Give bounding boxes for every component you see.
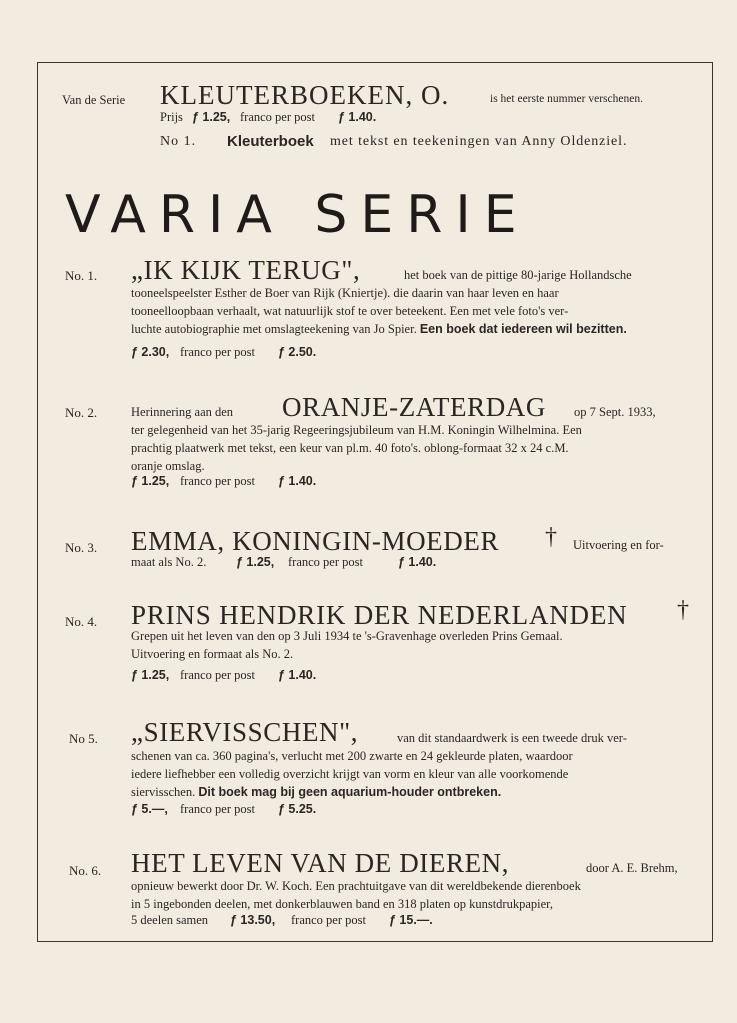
item-title: „IK KIJK TERUG", — [131, 255, 361, 285]
item-post-label: franco per post — [180, 474, 255, 488]
item-price: ƒ 2.30, — [131, 345, 170, 359]
item-body-last: luchte autobiographie met omslagteekening van Jo Spier. — [131, 322, 417, 336]
item-bold-tail: Een boek dat iedereen wil bezitten. — [419, 322, 627, 336]
item-body-line: iedere liefhebber een volledig overzicht krijgt van vorm en kleur van alle voorkomende — [131, 767, 569, 781]
header-price-label: Prijs — [160, 110, 183, 124]
header-price: ƒ 1.25, — [192, 110, 231, 124]
item-title: HET LEVEN VAN DE DIEREN, — [131, 848, 510, 878]
item-body-line: tooneelloopbaan verhaalt, wat natuurlijk stof te over beteekent. Een met vele foto's ver- — [131, 304, 569, 318]
item-number: No. 2. — [65, 405, 98, 420]
item-post-label: franco per post — [180, 668, 255, 682]
item-post-label: franco per post — [180, 802, 255, 816]
item-post-label: franco per post — [288, 555, 363, 569]
item-lead: door A. E. Brehm, — [586, 861, 678, 875]
cross-icon: † — [677, 597, 689, 623]
item-body-line: tooneelspeelster Esther de Boer van Rijk (Kniertje). die daarin van haar leven en haar — [131, 286, 559, 300]
header-suffix: is het eerste nummer verschenen. — [490, 93, 643, 105]
item-price: ƒ 1.25, — [131, 474, 170, 488]
item-body-line: prachtig plaatwerk met tekst, een keur van pl.m. 40 foto's. oblong-formaat 32 x 24 c.M. — [131, 441, 569, 455]
header-post-label: franco per post — [240, 110, 315, 124]
item-post-label: franco per post — [180, 345, 255, 359]
item-post-price: ƒ 5.25. — [278, 802, 317, 816]
item-number: No 5. — [69, 731, 98, 746]
item-body — [131, 421, 691, 475]
item-last-prefix: 5 deelen samen — [131, 913, 209, 927]
item-post-price: ƒ 1.40. — [278, 668, 317, 682]
item-body — [131, 627, 696, 663]
item-body-line — [131, 783, 696, 801]
item-body-line: opnieuw bewerkt door Dr. W. Koch. Een prachtuitgave van dit wereldbekende dierenboek — [131, 879, 581, 893]
item-title: PRINS HENDRIK DER NEDERLANDEN — [131, 600, 628, 630]
item-body-line — [131, 320, 691, 338]
item-price: ƒ 1.25, — [131, 668, 170, 682]
item-price: ƒ 1.25, — [236, 555, 275, 569]
header-item-no: No 1. — [160, 134, 197, 149]
item-post-price: ƒ 1.40. — [278, 474, 317, 488]
header-post-price: ƒ 1.40. — [338, 110, 377, 124]
header-item-desc: met tekst en teekeningen van Anny Oldenziel. — [330, 134, 628, 149]
item-body-line: in 5 ingebonden deelen, met donkerblauwen band en 318 platen op kunstdrukpapier, — [131, 897, 553, 911]
item-intro: Herinnering aan den — [131, 405, 234, 419]
item-body-last: siervisschen. — [131, 785, 196, 799]
item-post-label: franco per post — [291, 913, 366, 927]
item-number: No. 1. — [65, 268, 98, 283]
item-price: ƒ 5.—, — [131, 802, 168, 816]
item-bold-tail: Dit boek mag bij geen aquarium-houder ontbreken. — [198, 785, 502, 799]
item-body-line: ter gelegenheid van het 35-jarig Regeeringsjubileum van H.M. Koningin Wilhelmina. Een — [131, 423, 582, 437]
item-post-price: ƒ 15.—. — [389, 913, 433, 927]
header-prefix: Van de Serie — [62, 93, 126, 107]
item-title: ORANJE-ZATERDAG — [282, 392, 546, 422]
item-body-line: oranje omslag. — [131, 459, 205, 473]
item-body — [131, 284, 691, 338]
item-number: No. 3. — [65, 540, 98, 555]
header-item-title: Kleuterboek — [227, 133, 314, 150]
item-price: ƒ 13.50, — [230, 913, 276, 927]
item-title: „SIERVISSCHEN", — [131, 717, 359, 747]
item-number: No. 4. — [65, 614, 98, 629]
item-body — [131, 877, 696, 913]
cross-icon: † — [545, 524, 557, 550]
item-lead: Uitvoering en for- — [573, 538, 664, 552]
item-post-price: ƒ 2.50. — [278, 345, 317, 359]
item-number: No. 6. — [69, 863, 102, 878]
item-body-line: Grepen uit het leven van den op 3 Juli 1934 te 's-Gravenhage overleden Prins Gemaal. — [131, 629, 563, 643]
item-title: EMMA, KONINGIN-MOEDER — [131, 526, 500, 556]
item-body — [131, 747, 696, 801]
item-body-line: Uitvoering en formaat als No. 2. — [131, 647, 294, 661]
series-title: KLEUTERBOEKEN, O. — [160, 80, 450, 110]
item-body: maat als No. 2. — [131, 555, 207, 569]
item-post-price: ƒ 1.40. — [398, 555, 437, 569]
item-lead: het boek van de pittige 80-jarige Hollandsche — [404, 268, 632, 282]
item-lead: van dit standaardwerk is een tweede druk ver- — [397, 731, 627, 745]
item-lead: op 7 Sept. 1933, — [574, 405, 656, 419]
page-title: VARIA SERIE — [65, 185, 530, 245]
item-body-line: schenen van ca. 360 pagina's, verlucht met 200 zwarte en 24 gekleurde platen, waardoor — [131, 749, 573, 763]
